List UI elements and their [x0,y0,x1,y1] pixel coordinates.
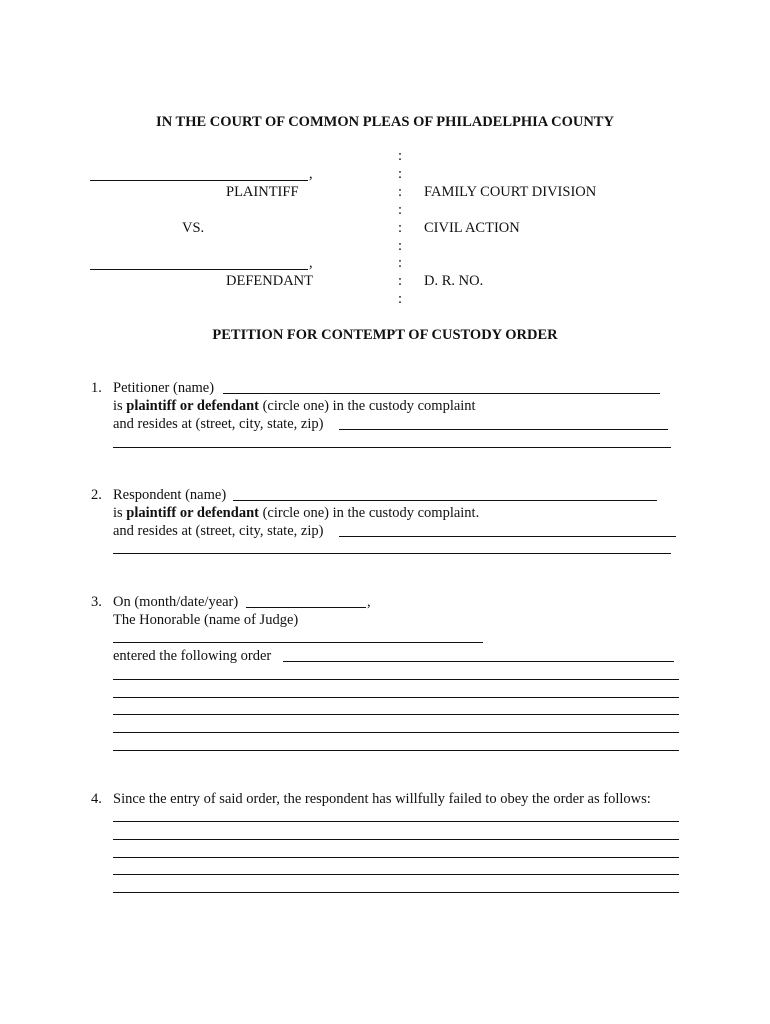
court-title: IN THE COURT OF COMMON PLEAS OF PHILADELPHIA COUNTY [156,114,614,130]
role-suffix: (circle one) in the custody complaint [258,398,476,414]
role-options[interactable]: plaintiff or defendant [126,398,259,414]
order-text-field-line[interactable] [113,679,679,680]
role-suffix: (circle one) in the custody complaint. [258,505,480,521]
division-label: FAMILY COURT DIVISION [424,184,597,200]
role-prefix: is [113,398,127,414]
petitioner-address-label: and resides at (street, city, state, zip) [113,416,324,432]
judge-name-label: The Honorable (name of Judge) [113,612,299,628]
order-date-label: On (month/date/year) [113,594,239,610]
petitioner-address-field-2[interactable] [113,447,671,448]
order-text-field-line[interactable] [113,697,679,698]
petitioner-name-field[interactable] [223,393,660,394]
item-number: 4. [91,791,102,807]
respondent-address-field[interactable] [339,536,676,537]
caption-colon: : [397,202,403,218]
petition-title: PETITION FOR CONTEMPT OF CUSTODY ORDER [212,327,558,343]
action-label: CIVIL ACTION [424,220,520,236]
order-text-field-line[interactable] [113,732,679,733]
role-options[interactable]: plaintiff or defendant [126,505,259,521]
respondent-address-label: and resides at (street, city, state, zip) [113,523,324,539]
petitioner-name-label: Petitioner (name) [113,380,215,396]
item-number: 1. [91,380,102,396]
caption-colon: : [397,184,403,200]
violation-field-line[interactable] [113,892,679,893]
caption-colon: : [397,238,403,254]
plaintiff-comma: , [309,166,313,182]
respondent-name-label: Respondent (name) [113,487,227,503]
defendant-name-line[interactable] [90,269,308,270]
item-number: 3. [91,594,102,610]
docket-label: D. R. NO. [424,273,484,289]
violation-label: Since the entry of said order, the respondent has willfully failed to obey the order as follows: [113,791,651,807]
order-date-field[interactable] [246,607,366,608]
petitioner-address-field[interactable] [339,429,668,430]
respondent-address-field-2[interactable] [113,553,671,554]
judge-name-field[interactable] [113,642,483,643]
order-text-field[interactable] [283,661,674,662]
order-text-field-line[interactable] [113,714,679,715]
plaintiff-name-line[interactable] [90,180,308,181]
caption-colon: : [397,148,403,164]
caption-colon: : [397,291,403,307]
caption-colon: : [397,166,403,182]
defendant-comma: , [309,255,313,271]
defendant-label: DEFENDANT [226,273,313,289]
item-number: 2. [91,487,102,503]
vs-label: VS. [182,220,205,236]
caption-colon: : [397,255,403,271]
violation-field-line[interactable] [113,857,679,858]
violation-field-line[interactable] [113,821,679,822]
order-text-field-line[interactable] [113,750,679,751]
plaintiff-label: PLAINTIFF [226,184,299,200]
respondent-name-field[interactable] [233,500,657,501]
petitioner-role-line [113,398,476,414]
order-date-comma: , [367,594,371,610]
respondent-role-line [113,505,479,521]
caption-colon: : [397,220,403,236]
role-prefix: is [113,505,127,521]
violation-field-line[interactable] [113,874,679,875]
caption-colon: : [397,273,403,289]
order-text-label: entered the following order [113,648,272,664]
violation-field-line[interactable] [113,839,679,840]
